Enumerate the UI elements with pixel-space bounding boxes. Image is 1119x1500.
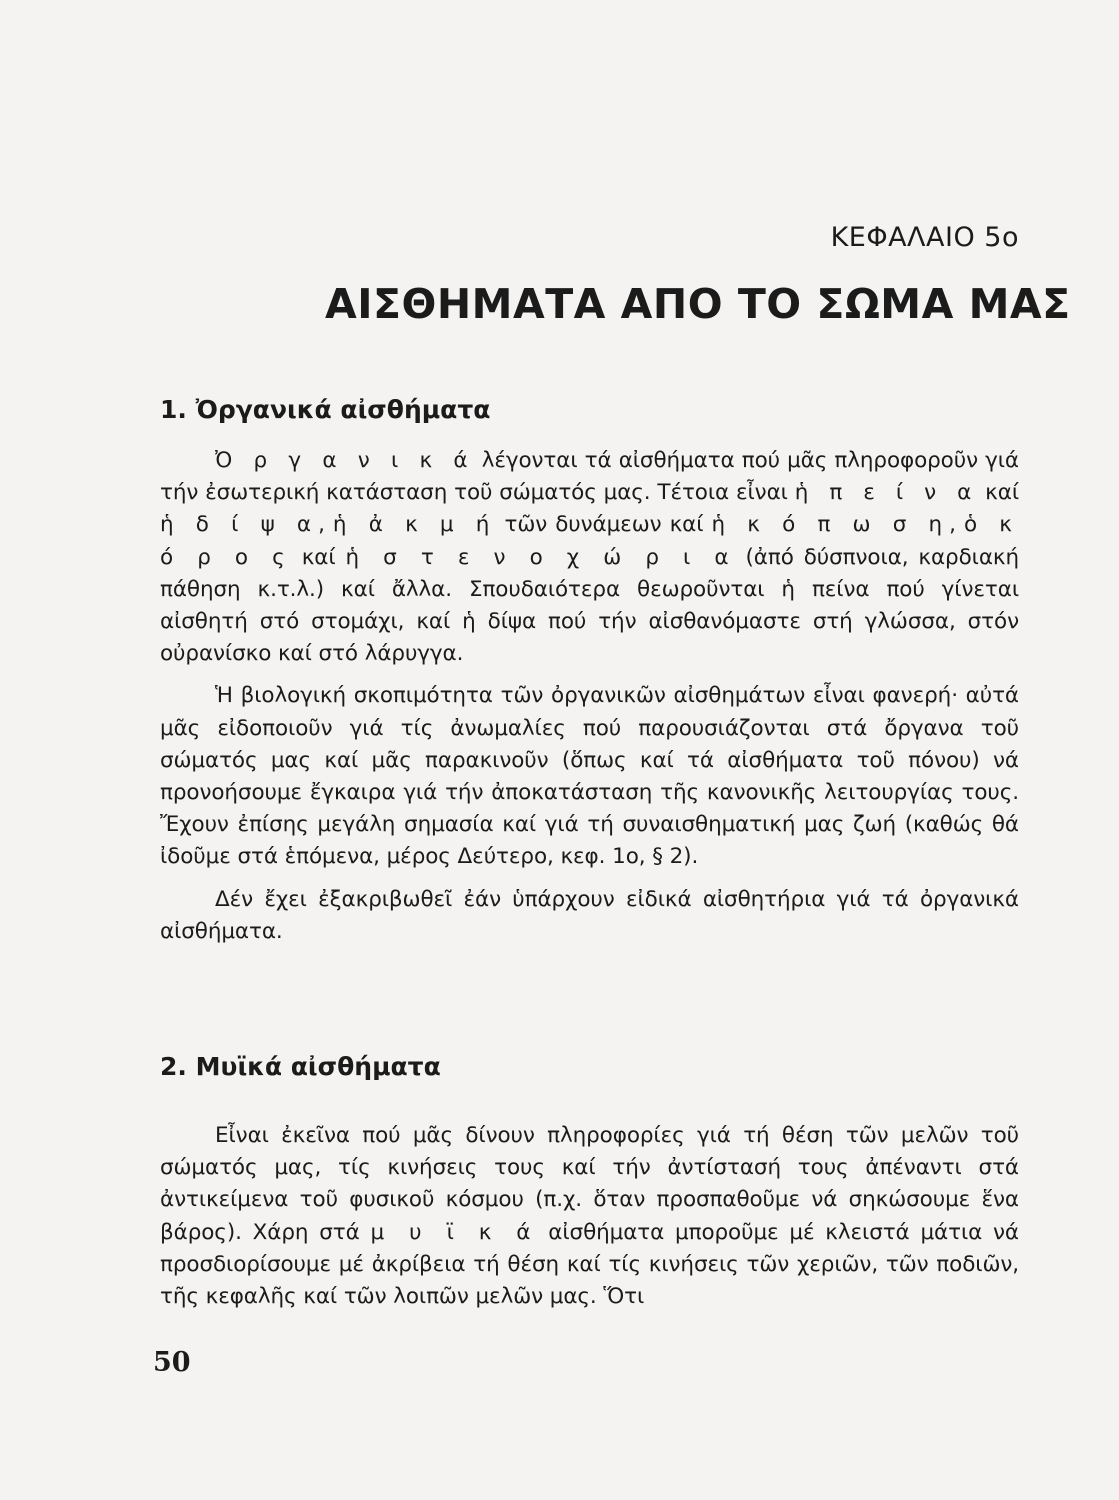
emphasized-term: μ υ ϊ κ ά xyxy=(370,1219,538,1245)
text-run: τῶν δυνάμεων καί xyxy=(496,512,712,538)
section-heading: 2. Μυϊκά αἰσθήματα xyxy=(160,1052,441,1081)
page-number: 50 xyxy=(153,1347,191,1378)
text-run: καί xyxy=(291,544,346,570)
emphasized-term: ἡ π ε ί ν α xyxy=(794,480,979,506)
section-heading: 1. Ὀργανικά αἰσθήματα xyxy=(160,395,491,424)
text-run: λέγονται τά αἰσθήματα πού μᾶς πληροφοροῦν γιά τήν ἐσωτερική κατάσταση τοῦ σώματός μας. Τέτοια εἶναι xyxy=(160,448,1019,506)
text-run: , xyxy=(949,512,964,538)
paragraph: Ἡ βιολογική σκοπιμότητα τῶν ὀργανικῶν αἰσθημάτων εἶναι φανερή· αὐτά μᾶς εἰδοποιοῦν γιά τίς ἀνωμαλίες πού παρουσιάζονται στά ὄργανα τοῦ σώματός μας καί μᾶς παρακινοῦν (ὅπως καί τά αἰσθήματα τοῦ πόνου) νά προνοήσουμε ἔγκαιρα γιά τήν ἀποκατάσταση τῆς κανονικῆς λειτουργίας τους. Ἔχουν ἐπίσης μεγάλη σημασία καί γιά τή συναισθηματική μας ζωή (καθώς θά ἰδοῦμε στά ἑπόμενα, μέρος Δεύτερο, κεφ. 1ο, § 2). xyxy=(160,683,1019,870)
paragraph: Δέν ἔχει ἐξακριβωθεῖ ἐάν ὑπάρχουν εἰδικά αἰσθητήρια γιά τά ὀργανικά αἰσθήματα. xyxy=(160,886,1019,944)
emphasized-term: ἡ κ ό π ω σ η xyxy=(711,512,950,538)
text-run: , xyxy=(318,512,333,538)
section-muscle-sensations xyxy=(160,1052,1019,1313)
text-run: καί xyxy=(978,480,1019,506)
emphasized-term: Ὀ ρ γ α ν ι κ ά xyxy=(215,448,475,473)
text-run: Εἶναι ἐκεῖνα πού μᾶς δίνουν πληροφορίες γιά τή θέση τῶν μελῶν τοῦ σώματός μας, τίς κινήσεις τους καί τήν ἀντίστασή τους ἀπέναντι στά ἀντικείμενα τοῦ φυσικοῦ κόσμου (π.χ. ὅταν προσπαθοῦμε νά σηκώσουμε ἕνα βάρος). Χάρη στά xyxy=(160,1123,1019,1245)
paragraph xyxy=(160,445,1019,670)
emphasized-term: ἡ δ ί ψ α xyxy=(160,512,319,538)
chapter-title: ΑΙΣΘΗΜΑΤΑ ΑΠΟ ΤΟ ΣΩΜΑ ΜΑΣ xyxy=(325,280,1071,328)
paragraph xyxy=(160,1120,1019,1313)
section-organic-sensations xyxy=(160,395,1019,948)
text-run: αἰσθήματα μποροῦμε μέ κλειστά μάτια νά προσδιορίσουμε μέ ἀκρίβεια τή θέση καί τίς κινήσεις τῶν χεριῶν, τῶν ποδιῶν, τῆς κεφαλῆς καί τῶν λοιπῶν μελῶν μας. Ὅτι xyxy=(160,1219,1020,1310)
emphasized-term: ὁ κ ό ρ ο ς xyxy=(160,512,1019,570)
emphasized-term: ἡ ἀ κ μ ή xyxy=(332,512,497,538)
emphasized-term: ἡ σ τ ε ν ο χ ώ ρ ι α xyxy=(345,544,736,570)
text-run: (ἀπό δύσπνοια, καρδιακή πάθηση κ.τ.λ.) καί ἄλλα. Σπουδαιότερα θεωροῦνται ἡ πείνα πού γίνεται αἰσθητή στό στομάχι, καί ἡ δίψα πού τήν αἰσθανόμαστε στή γλώσσα, στόν οὐρανίσκο καί στό λάρυγγα. xyxy=(160,544,1019,667)
chapter-label: ΚΕΦΑΛΑΙΟ 5ο xyxy=(830,222,1019,253)
